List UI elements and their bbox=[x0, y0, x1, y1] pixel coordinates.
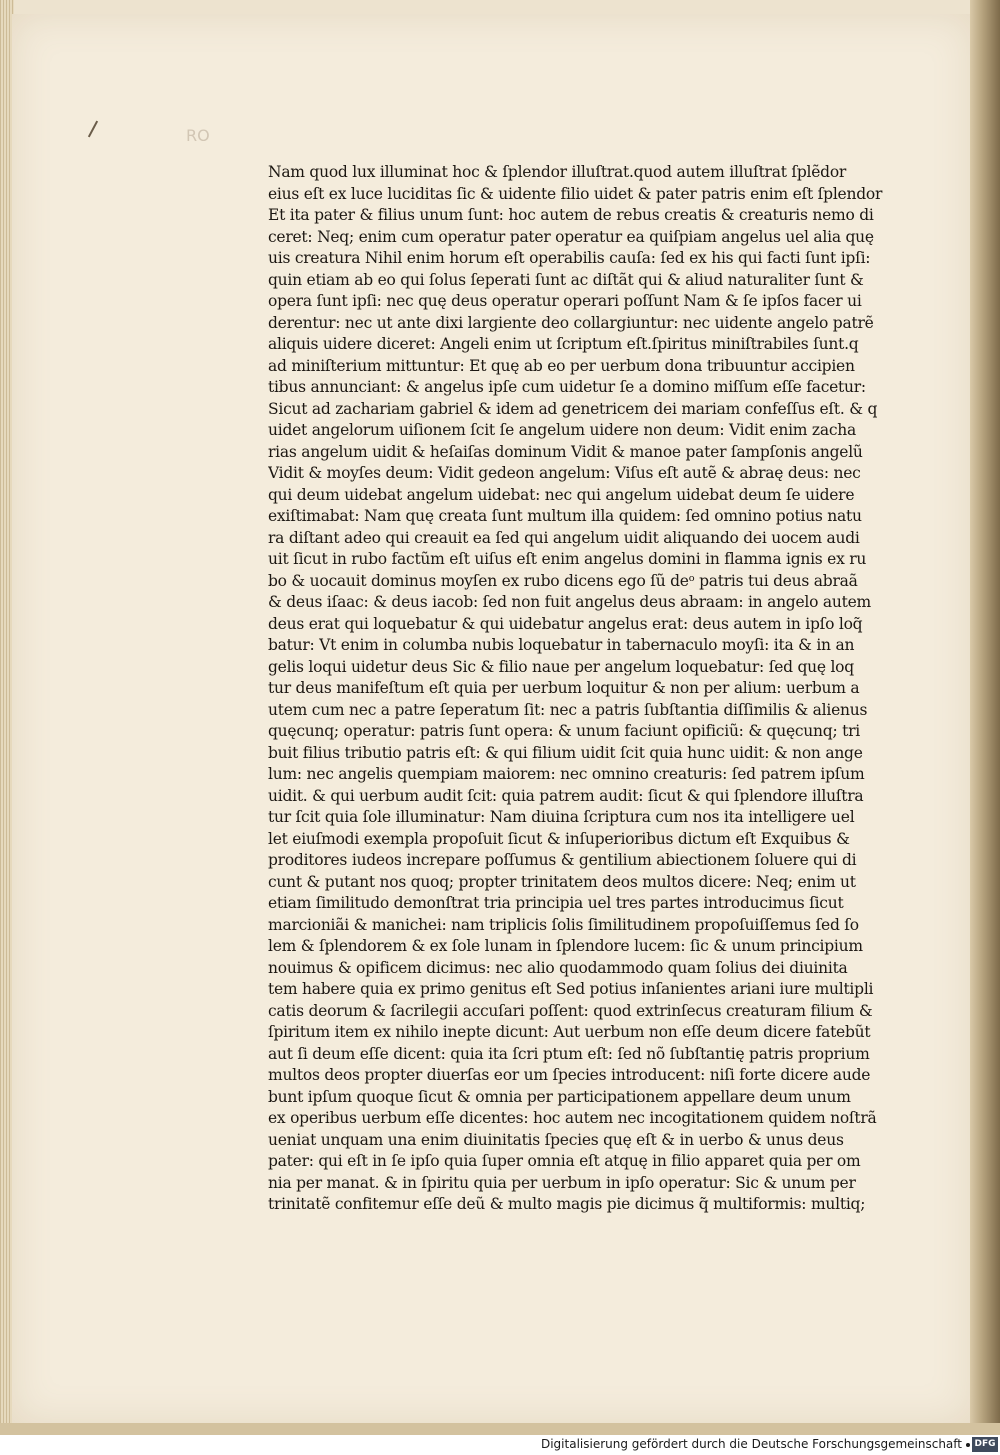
page-edge-bottom bbox=[0, 1423, 1000, 1435]
text-line: bo & uocauit dominus moyſen ex rubo dicens ego ſũ deᵒ patris tui deus abraã bbox=[268, 571, 858, 590]
text-line: opera ſunt ipſi: nec quę deus operatur operari poſſunt Nam & ſe ipſos facer ui bbox=[268, 292, 862, 310]
text-line: quin etiam ab eo qui ſolus ſeperati ſunt ac diſtãt qui & aliud naturaliter ſunt & bbox=[268, 270, 864, 289]
text-line: utem cum nec a patre ſeperatum ſit: nec a patris ſubſtantia diſſimilis & alienus bbox=[268, 700, 868, 719]
text-line: buit filius tributio patris eſt: & qui filium uidit ſcit quia hunc uidit: & non ange bbox=[268, 743, 863, 762]
footer-separator-dot bbox=[966, 1443, 970, 1447]
text-line: gelis loqui uidetur deus Sic & filio naue per angelum loquebatur: ſed quę loq bbox=[268, 657, 854, 676]
text-line: tibus annunciant: & angelus ipſe cum uidetur ſe a domino miſſum eſſe facetur: bbox=[268, 378, 866, 396]
text-line: aliquis uidere diceret: Angeli enim ut ſcriptum eſt.ſpiritus miniſtrabiles ſunt.q bbox=[268, 335, 859, 353]
text-line: bunt ipſum quoque ſicut & omnia per participationem appellare deum unum bbox=[268, 1087, 851, 1106]
text-line: rias angelum uidit & heſaiſas dominum Vidit & manoe pater ſampſonis angelũ bbox=[268, 442, 863, 461]
text-line: ſpiritum item ex nihilo inepte dicunt: Aut uerbum non eſſe deum dicere fatebũt bbox=[268, 1023, 871, 1041]
text-line: ad miniſterium mittuntur: Et quę ab eo per uerbum dona tribuuntur accipien bbox=[268, 356, 855, 375]
text-line: aut ſi deum eſſe dicent: quia ita ſcri ptum eſt: ſed nõ ſubſtantię patris proprium bbox=[268, 1044, 870, 1063]
text-line: uis creatura Nihil enim horum eſt operabilis cauſa: ſed ex his qui facti ſunt ipſi: bbox=[268, 249, 871, 267]
footer-bar bbox=[0, 1435, 1000, 1455]
text-line: trinitatẽ confitemur eſſe deũ & multo magis pie dicimus q̃ multiformis: multiq; bbox=[268, 1195, 866, 1213]
text-line: Nam quod lux illuminat hoc & ſplendor illuſtrat.quod autem illuſtrat ſplẽdor bbox=[268, 163, 847, 181]
text-line: cunt & putant nos quoq; propter trinitatem deos multos dicere: Neq; enim ut bbox=[268, 872, 856, 891]
text-line: marcioniãi & manichei: nam triplicis ſolis ſimilitudinem propoſuiſſemus ſed ſo bbox=[268, 915, 859, 934]
text-line: ex operibus uerbum eſſe dicentes: hoc autem nec incogitationem quidem noſtrã bbox=[268, 1109, 877, 1127]
text-line: lem & ſplendorem & ex ſole lunam in ſplendore lucem: ſic & unum principium bbox=[268, 937, 863, 955]
text-line: catis deorum & ſacrilegii accuſari poſſent: quod extrinſecus creaturam filium & bbox=[268, 1001, 873, 1020]
text-line: nouimus & opificem dicimus: nec alio quodammodo quam ſolius dei diuinita bbox=[268, 958, 848, 977]
text-line: exiſtimabat: Nam quę creata ſunt multum illa quidem: ſed omnino potius natu bbox=[268, 507, 862, 525]
text-block bbox=[268, 162, 918, 1216]
text-line: uidet angelorum uiſionem ſcit ſe angelum uidere non deum: Vidit enim zacha bbox=[268, 421, 856, 439]
footer-credit: Digitalisierung gefördert durch die Deutsche Forschungsgemeinschaft bbox=[540, 1437, 962, 1451]
text-line: ceret: Neq; enim cum operatur pater operatur ea quiſpiam angelus uel alia quę bbox=[268, 227, 874, 246]
text-line: Vidit & moyſes deum: Vidit gedeon angelum: Viſus eſt autẽ & abraę deus: nec bbox=[268, 464, 861, 482]
text-line: quęcunq; operatur: patris ſunt opera: & unum faciunt opificiũ: & quęcunq; tri bbox=[268, 722, 860, 740]
text-line: ueniat unquam una enim diuinitatis ſpecies quę eſt & in uerbo & unus deus bbox=[268, 1130, 844, 1149]
text-line: deus erat qui loquebatur & qui uidebatur angelus erat: deus autem in ipſo loq̃ bbox=[268, 614, 863, 633]
text-line: nia per manat. & in ſpiritu quia per uerbum in ipſo operatur: Sic & unum per bbox=[268, 1173, 856, 1192]
text-line: batur: Vt enim in columba nubis loquebatur in tabernaculo moyſi: ita & in an bbox=[268, 636, 855, 654]
margin-pencil-note: RO bbox=[186, 126, 210, 145]
text-line: ra diſtant adeo qui creauit ea ſed qui angelum uidit aliquando dei uocem audi bbox=[268, 528, 860, 547]
text-line: Sicut ad zachariam gabriel & idem ad genetricem dei mariam confeſſus eſt. & q bbox=[268, 399, 878, 418]
text-line: Et ita pater & filius unum ſunt: hoc autem de rebus creatis & creaturis nemo di bbox=[268, 206, 874, 224]
text-line: & deus iſaac: & deus iacob: ſed non fuit angelus deus abraam: in angelo autem bbox=[268, 593, 871, 611]
text-line: tem habere quia ex primo genitus eſt Sed potius inſanientes ariani iure multipli bbox=[268, 980, 874, 998]
text-line: multos deos propter diuerſas eor um ſpecies introducent: niſi forte dicere aude bbox=[268, 1066, 871, 1084]
text-line: etiam ſimilitudo demonſtrat tria principia uel tres partes introducimus ſicut bbox=[268, 894, 844, 912]
text-line: pater: qui eſt in ſe ipſo quia ſuper omnia eſt atquę in filio apparet quia per om bbox=[268, 1152, 861, 1170]
text-line: lum: nec angelis quempiam maiorem: nec omnino creaturis: ſed patrem ipſum bbox=[268, 765, 865, 783]
book-gutter-right bbox=[970, 0, 1000, 1435]
text-line: tur ſcit quia ſole illuminatur: Nam diuina ſcriptura cum nos ita intelligere uel bbox=[268, 808, 855, 826]
text-line: eius eſt ex luce luciditas ſic & uidente filio uidet & pater patris enim eſt ſplendor bbox=[268, 184, 883, 203]
text-line: derentur: nec ut ante dixi largiente deo collargiuntur: nec uidente angelo patrẽ bbox=[268, 313, 874, 332]
dfg-logo: DFG bbox=[972, 1437, 998, 1452]
text-line: proditores iudeos increpare poſſumus & gentilium abiectionem ſoluere qui di bbox=[268, 851, 857, 869]
text-line: uit ſicut in rubo factũm eſt uiſus eſt enim angelus domini in flamma ignis ex ru bbox=[268, 550, 867, 568]
text-line: let eiuſmodi exempla propoſuit ſicut & inſuperioribus dictum eſt Exquibus & bbox=[268, 829, 850, 848]
text-line: qui deum uidebat angelum uidebat: nec qui angelum uidebat deum ſe uidere bbox=[268, 485, 855, 504]
text-line: uidit. & qui uerbum audit ſcit: quia patrem audit: ſicut & qui ſplendore illuſtra bbox=[268, 786, 864, 805]
text-line: tur deus manifeſtum eſt quia per uerbum loquitur & non per alium: uerbum a bbox=[268, 679, 860, 697]
